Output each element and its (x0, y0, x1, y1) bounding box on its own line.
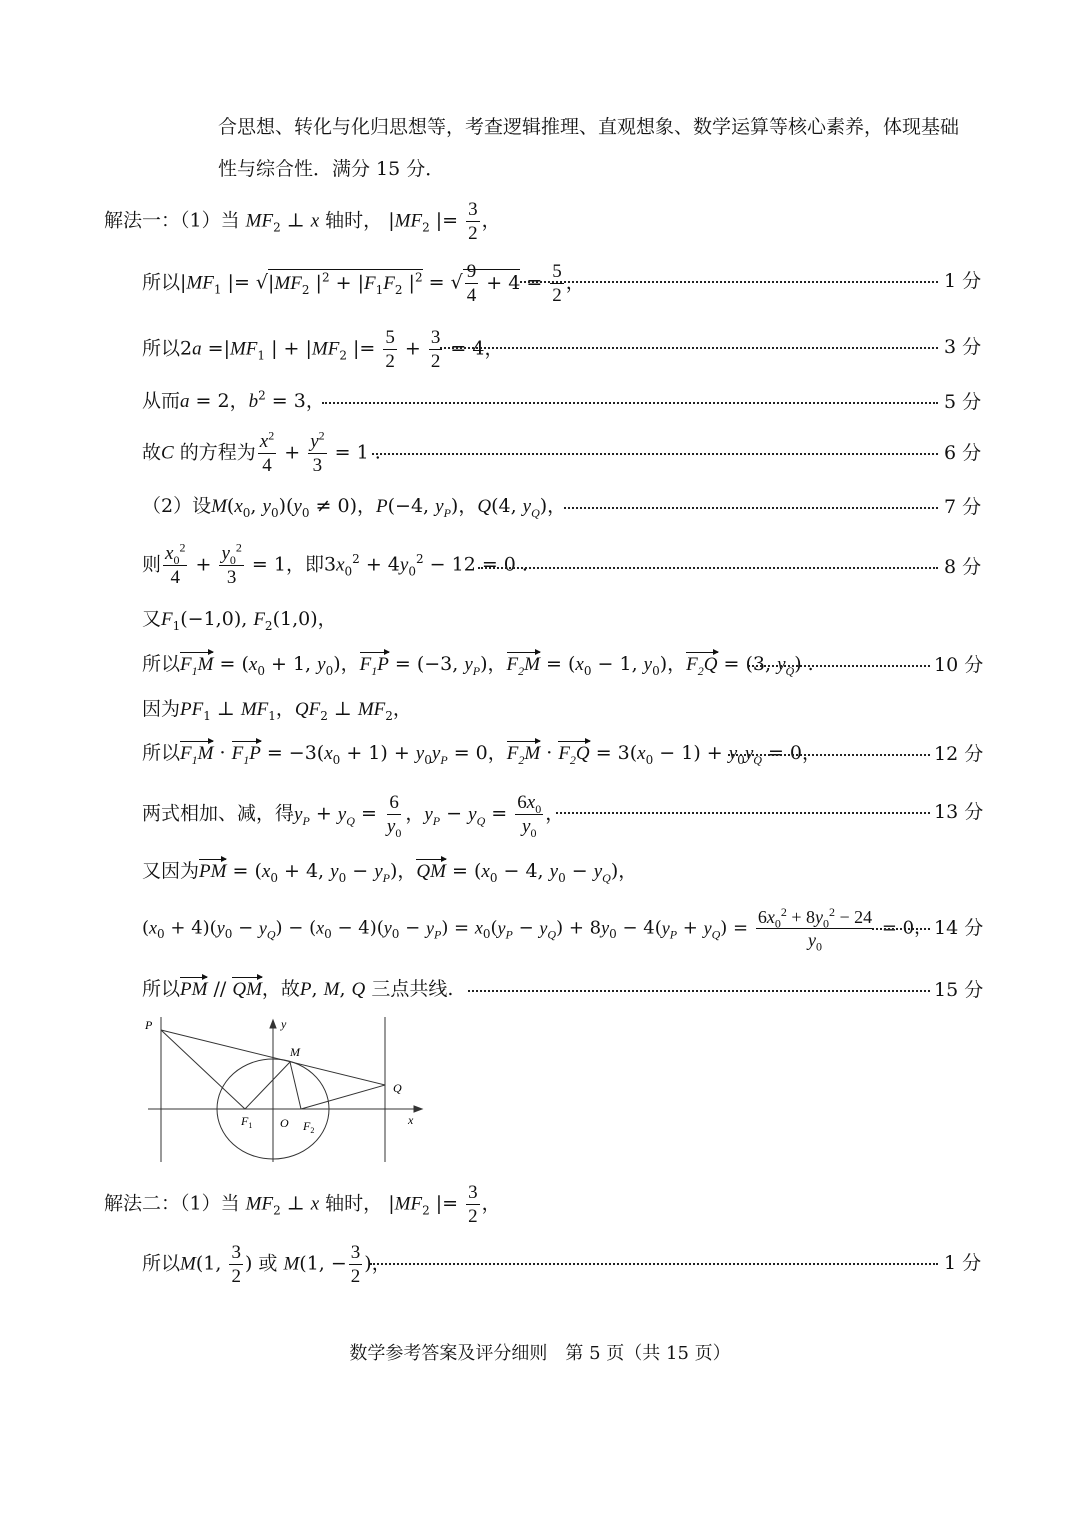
score-8: 8 分 (944, 556, 982, 578)
eq-point-on-ellipse: 则 $\frac{x_0^2}{4}$ + $\frac{y_0^2}{3}$ = 1，即$3x_0^2 + 4y_0^2 - 12 = 0$ . (142, 540, 528, 588)
leader (468, 990, 930, 992)
score-13: 13 分 (934, 801, 984, 823)
score-6: 6 分 (944, 442, 982, 464)
method2-part1: 解法二：（1）当 $MF_2$ ⊥ x 轴时， $|MF_2$ |= $\frac{3}{2}$ ， (104, 1182, 501, 1227)
intro-line-2: 性与综合性．满分 15 分． (218, 158, 445, 180)
eq-collinear-check: $(x_0 + 4)(y_0 - y_Q) - (x_0 - 4)(y_0 - y_P) = x_0(y_P - y_Q) + 8y_0 - 4(y_P + y_Q)$ = $\frac{6x_0^2 + 8y_0^2 - 24}{y_0}$ = 0， (142, 905, 933, 954)
eq-m-coords: 所以M(1, $\frac{3}{2}$ ) 或 M(1, − $\frac{3}{2}$ )， (142, 1242, 391, 1287)
eq-pm-qm: 又因为PM = ($x_0 + 4$, $y_0 - y_P$)，QM = ($x_0 - 4$, $y_0 - y_Q$)， (142, 860, 638, 885)
eq-2a: 所以$2a =|MF_1$ | + $|MF_2$ |= $\frac{5}{2}$ + $\frac{3}{2}$ = 4， (142, 327, 504, 372)
eq-perp: 因为$PF_1$ ⊥ $MF_1$，$QF_2$ ⊥ $MF_2$， (142, 698, 412, 723)
label-f2: $F_2$ (303, 1119, 315, 1135)
score-12: 12 分 (934, 743, 984, 765)
leader (372, 453, 938, 455)
leader (556, 812, 930, 814)
leader (520, 281, 938, 283)
label-q: Q (393, 1081, 402, 1095)
leader (322, 402, 938, 404)
line-f1-m (245, 1062, 290, 1109)
eq-mf1: 所以$|MF_1$ |= $√|MF_2$ $|^2 + |F_1F_2$ $|^2$ = √ $\frac{9}{4}$ + 4 = $\frac{5}{2}$ ， (142, 261, 585, 306)
y-axis-arrow (270, 1020, 276, 1028)
leader (478, 567, 938, 569)
score-5: 5 分 (944, 391, 982, 413)
method1-part2: （2）设$M(x_0$, $y_0)(y_0 \ne 0)$，P(−4, $y_P$)，Q(4, $y_Q$)， (142, 495, 567, 520)
label-x: x (408, 1113, 414, 1127)
eq-ellipse: 故C 的方程为 $\frac{x^2}{4}$ + $\frac{y^2}{3}$ = 1 . (142, 428, 381, 476)
page-footer: 数学参考答案及评分细则 第 5 页（共 15 页） (349, 1343, 731, 1364)
label-f1: $F_1$ (241, 1114, 253, 1130)
eq-foci: 又$F_1(-1,0)$, $F_2(1,0)$， (142, 608, 337, 633)
score-15: 15 分 (934, 979, 984, 1001)
x-axis-arrow (414, 1106, 422, 1112)
label-p: P (145, 1018, 153, 1032)
label-m: M (290, 1045, 300, 1059)
ellipse-figure (140, 1012, 430, 1168)
score-1: 1 分 (944, 270, 982, 292)
eq-sum-diff: 两式相加、减，得$y_P + y_Q$ = $\frac{6}{y_0}$ ，$y_P - y_Q$ = $\frac{6x_0}{y_0}$ ， (142, 792, 565, 840)
method1-part1: 解法一：（1）当 $MF_2$ ⊥ x 轴时， $|MF_2$ |= $\frac{3}{2}$ ， (104, 199, 501, 244)
leader (370, 1263, 938, 1265)
eq-dot: 所以$F_1M \cdot F_1P = -3(x_0 + 1) + y_0y_P = 0$，$F_2M \cdot F_2Q = 3(x_0 - 1) + y_0y_Q = 0$， (142, 742, 822, 767)
leader (440, 347, 938, 349)
eq-conclusion: 所以PM // QM，故P, M, Q 三点共线. (142, 978, 454, 1000)
intro-line-1: 合思想、转化与化归思想等，考查逻辑推理、直观想象、数学运算等核心素养，体现基础 (218, 116, 960, 138)
eq-a-b: 从而a = 2，$b^2 = 3$， (142, 388, 325, 412)
label-o: O (280, 1116, 289, 1130)
score-10: 10 分 (934, 654, 984, 676)
line-f2-q (301, 1085, 385, 1109)
score-3: 3 分 (944, 336, 982, 358)
leader (748, 665, 930, 667)
line-m-f2 (290, 1062, 301, 1109)
score-7: 7 分 (944, 496, 982, 518)
method2-label: 解法二： (104, 1192, 181, 1215)
score-1b: 1 分 (944, 1252, 982, 1274)
leader (728, 754, 930, 756)
line-p-f1 (161, 1030, 245, 1109)
leader (564, 507, 938, 509)
score-14: 14 分 (934, 917, 984, 939)
label-y: y (281, 1017, 287, 1031)
eq-vectors: 所以$F_1M = (x_0 + 1$, $y_0$)，$F_1P = (-3$, $y_P$)，$F_2M = (x_0 - 1$, $y_0$)，$F_2Q = (3$, $y_Q$) . (142, 653, 814, 678)
method1-label: 解法一： (104, 209, 181, 232)
leader (872, 928, 930, 930)
